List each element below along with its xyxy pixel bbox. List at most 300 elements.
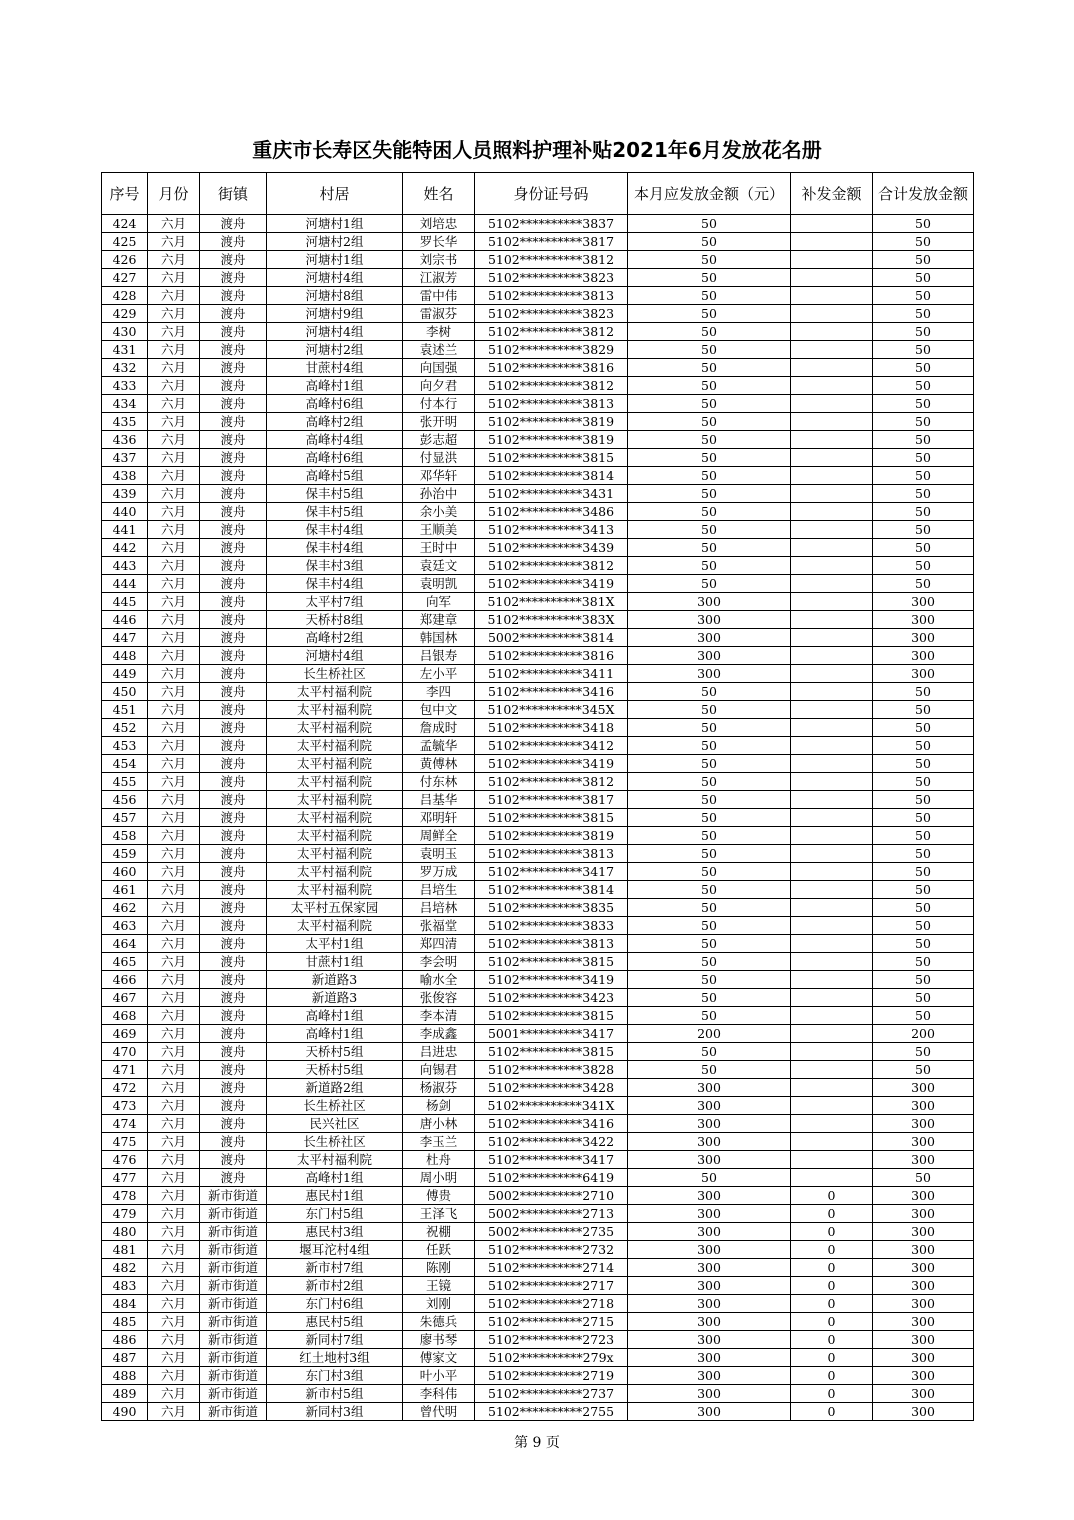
table-cell: 渡舟 (200, 503, 267, 521)
table-cell: 50 (873, 377, 974, 395)
table-cell: 477 (102, 1169, 148, 1187)
table-cell: 渡舟 (200, 287, 267, 305)
table-cell: 5102**********3819 (475, 431, 628, 449)
table-cell: 红土地村3组 (267, 1349, 403, 1367)
table-cell: 高峰村4组 (267, 431, 403, 449)
table-cell: 河塘村2组 (267, 341, 403, 359)
table-cell: 高峰村2组 (267, 629, 403, 647)
table-cell: 50 (628, 287, 791, 305)
table-cell: 刘培忠 (403, 215, 475, 233)
table-row (102, 431, 974, 449)
table-cell: 50 (628, 917, 791, 935)
table-cell: 200 (873, 1025, 974, 1043)
table-cell: 渡舟 (200, 719, 267, 737)
table-row (102, 611, 974, 629)
table-cell (791, 719, 873, 737)
table-cell: 474 (102, 1115, 148, 1133)
column-header: 姓名 (403, 173, 475, 215)
table-cell: 六月 (148, 827, 200, 845)
table-row (102, 1349, 974, 1367)
table-cell: 50 (873, 863, 974, 881)
table-cell: 六月 (148, 1259, 200, 1277)
table-cell: 堰耳沱村4组 (267, 1241, 403, 1259)
table-cell: 新市街道 (200, 1295, 267, 1313)
table-cell (791, 791, 873, 809)
table-cell: 李四 (403, 683, 475, 701)
table-cell: 5102**********6419 (475, 1169, 628, 1187)
table-cell: 5102**********3837 (475, 215, 628, 233)
table-header (102, 173, 974, 215)
table-cell (791, 773, 873, 791)
table-cell: 六月 (148, 413, 200, 431)
table-cell: 吕银寿 (403, 647, 475, 665)
table-cell: 六月 (148, 881, 200, 899)
table-cell: 六月 (148, 1025, 200, 1043)
table-cell: 50 (873, 413, 974, 431)
table-cell: 新市街道 (200, 1277, 267, 1295)
table-cell: 50 (873, 989, 974, 1007)
table-cell: 5102**********2737 (475, 1385, 628, 1403)
table-cell: 50 (628, 449, 791, 467)
table-cell: 傅家文 (403, 1349, 475, 1367)
table-cell: 5102**********381X (475, 593, 628, 611)
table-cell: 300 (628, 1313, 791, 1331)
table-cell: 六月 (148, 1313, 200, 1331)
table-cell: 六月 (148, 485, 200, 503)
table-cell: 渡舟 (200, 773, 267, 791)
table-cell: 吕基华 (403, 791, 475, 809)
table-row (102, 1025, 974, 1043)
table-cell: 六月 (148, 1187, 200, 1205)
table-cell: 5102**********2715 (475, 1313, 628, 1331)
table-cell (791, 917, 873, 935)
table-cell: 渡舟 (200, 323, 267, 341)
table-cell: 渡舟 (200, 1115, 267, 1133)
table-row (102, 215, 974, 233)
table-cell: 新道路3 (267, 971, 403, 989)
table-cell: 5102**********3815 (475, 1043, 628, 1061)
table-cell: 六月 (148, 665, 200, 683)
table-row (102, 899, 974, 917)
table-row (102, 323, 974, 341)
table-cell: 六月 (148, 719, 200, 737)
table-cell: 50 (873, 449, 974, 467)
table-cell: 渡舟 (200, 971, 267, 989)
table-cell (791, 1025, 873, 1043)
table-cell: 保丰村3组 (267, 557, 403, 575)
table-row (102, 503, 974, 521)
table-cell: 0 (791, 1385, 873, 1403)
table-cell: 太平村福利院 (267, 719, 403, 737)
table-cell: 300 (628, 1241, 791, 1259)
table-cell: 0 (791, 1187, 873, 1205)
table-cell: 渡舟 (200, 305, 267, 323)
table-cell: 50 (628, 503, 791, 521)
table-row (102, 629, 974, 647)
table-cell: 50 (873, 773, 974, 791)
table-cell: 0 (791, 1331, 873, 1349)
table-cell (791, 1151, 873, 1169)
table-row (102, 863, 974, 881)
table-cell: 50 (628, 791, 791, 809)
table-cell: 451 (102, 701, 148, 719)
table-cell: 483 (102, 1277, 148, 1295)
table-row (102, 845, 974, 863)
table-cell: 300 (628, 1205, 791, 1223)
table-cell (791, 467, 873, 485)
table-cell: 50 (628, 755, 791, 773)
table-cell: 渡舟 (200, 539, 267, 557)
table-cell: 456 (102, 791, 148, 809)
table-cell: 袁明凯 (403, 575, 475, 593)
table-cell: 渡舟 (200, 1169, 267, 1187)
table-cell: 甘蔗村1组 (267, 953, 403, 971)
table-cell: 渡舟 (200, 557, 267, 575)
table-cell: 六月 (148, 629, 200, 647)
column-header: 月份 (148, 173, 200, 215)
table-cell: 5002**********2710 (475, 1187, 628, 1205)
table-cell: 杜舟 (403, 1151, 475, 1169)
table-cell: 任跃 (403, 1241, 475, 1259)
table-cell: 490 (102, 1403, 148, 1421)
table-cell: 50 (628, 377, 791, 395)
table-cell: 5102**********3815 (475, 953, 628, 971)
table-row (102, 1097, 974, 1115)
table-cell: 河塘村2组 (267, 233, 403, 251)
table-cell: 孟毓华 (403, 737, 475, 755)
table-cell (791, 431, 873, 449)
table-cell: 50 (628, 251, 791, 269)
table-cell (791, 521, 873, 539)
table-cell: 渡舟 (200, 251, 267, 269)
table-cell: 太平村福利院 (267, 683, 403, 701)
table-cell: 300 (628, 665, 791, 683)
table-row (102, 971, 974, 989)
table-row (102, 1403, 974, 1421)
table-cell (791, 737, 873, 755)
table-cell: 5102**********3812 (475, 251, 628, 269)
table-cell: 太平村福利院 (267, 755, 403, 773)
table-cell: 5102**********3816 (475, 647, 628, 665)
table-cell: 张俊容 (403, 989, 475, 1007)
table-cell: 邓明轩 (403, 809, 475, 827)
table-cell: 5102**********3812 (475, 773, 628, 791)
table-cell: 六月 (148, 1367, 200, 1385)
table-cell: 新同村7组 (267, 1331, 403, 1349)
table-cell: 刘宗书 (403, 251, 475, 269)
table-cell: 5102**********345X (475, 701, 628, 719)
table-cell: 458 (102, 827, 148, 845)
table-cell: 50 (873, 305, 974, 323)
table-cell: 东门村5组 (267, 1205, 403, 1223)
table-cell: 渡舟 (200, 917, 267, 935)
table-cell (791, 503, 873, 521)
table-cell: 300 (873, 1205, 974, 1223)
table-cell: 5102**********3416 (475, 683, 628, 701)
table-row (102, 269, 974, 287)
table-cell (791, 251, 873, 269)
table-cell: 300 (628, 1097, 791, 1115)
table-cell: 六月 (148, 467, 200, 485)
table-cell: 300 (628, 629, 791, 647)
table-cell: 470 (102, 1043, 148, 1061)
table-cell: 50 (873, 269, 974, 287)
table-cell: 向国强 (403, 359, 475, 377)
table-cell: 50 (628, 953, 791, 971)
table-cell: 5102**********3419 (475, 575, 628, 593)
table-cell: 渡舟 (200, 395, 267, 413)
table-cell: 新市村7组 (267, 1259, 403, 1277)
table-cell: 渡舟 (200, 575, 267, 593)
table-cell: 5102**********3422 (475, 1133, 628, 1151)
table-cell: 300 (628, 1403, 791, 1421)
table-cell (791, 971, 873, 989)
table-cell (791, 1079, 873, 1097)
table-cell: 50 (873, 359, 974, 377)
table-cell: 新市村2组 (267, 1277, 403, 1295)
table-cell: 50 (873, 755, 974, 773)
table-cell: 邓华轩 (403, 467, 475, 485)
table-cell: 300 (873, 1331, 974, 1349)
table-cell: 300 (628, 1295, 791, 1313)
table-cell: 渡舟 (200, 1061, 267, 1079)
table-cell: 河塘村1组 (267, 251, 403, 269)
table-row (102, 377, 974, 395)
table-cell: 渡舟 (200, 377, 267, 395)
table-cell: 陈刚 (403, 1259, 475, 1277)
table-cell: 438 (102, 467, 148, 485)
table-cell: 惠民村5组 (267, 1313, 403, 1331)
table-cell: 50 (628, 701, 791, 719)
table-cell (791, 323, 873, 341)
table-cell: 六月 (148, 791, 200, 809)
table-cell: 太平村福利院 (267, 773, 403, 791)
table-cell: 463 (102, 917, 148, 935)
table-cell: 彭志超 (403, 431, 475, 449)
table-cell: 454 (102, 755, 148, 773)
table-cell: 渡舟 (200, 431, 267, 449)
table-row (102, 953, 974, 971)
table-row (102, 809, 974, 827)
table-cell: 50 (628, 431, 791, 449)
table-cell: 新市街道 (200, 1331, 267, 1349)
table-cell: 新同村3组 (267, 1403, 403, 1421)
table-cell: 426 (102, 251, 148, 269)
table-cell: 民兴社区 (267, 1115, 403, 1133)
column-header: 补发金额 (791, 173, 873, 215)
table-cell: 李玉兰 (403, 1133, 475, 1151)
table-cell: 300 (628, 1151, 791, 1169)
table-cell: 李会明 (403, 953, 475, 971)
table-cell: 渡舟 (200, 629, 267, 647)
table-row (102, 1115, 974, 1133)
table-cell: 六月 (148, 683, 200, 701)
table-cell: 50 (873, 719, 974, 737)
table-cell: 河塘村4组 (267, 323, 403, 341)
table-row (102, 485, 974, 503)
table-cell: 446 (102, 611, 148, 629)
table-cell: 452 (102, 719, 148, 737)
table-cell: 5002**********2713 (475, 1205, 628, 1223)
table-cell: 300 (873, 1151, 974, 1169)
table-cell: 六月 (148, 1205, 200, 1223)
table-row (102, 737, 974, 755)
table-cell: 5102**********2732 (475, 1241, 628, 1259)
table-cell: 周小明 (403, 1169, 475, 1187)
table-cell: 周鲜全 (403, 827, 475, 845)
table-cell: 李本清 (403, 1007, 475, 1025)
table-cell: 太平村1组 (267, 935, 403, 953)
table-cell: 300 (873, 1313, 974, 1331)
table-cell: 渡舟 (200, 989, 267, 1007)
table-cell: 罗长华 (403, 233, 475, 251)
table-cell (791, 701, 873, 719)
table-cell: 王顺美 (403, 521, 475, 539)
table-cell: 太平村福利院 (267, 701, 403, 719)
table-cell (791, 863, 873, 881)
table-cell: 东门村3组 (267, 1367, 403, 1385)
table-cell: 479 (102, 1205, 148, 1223)
table-cell: 300 (873, 1079, 974, 1097)
table-cell: 50 (628, 683, 791, 701)
table-cell: 孙治中 (403, 485, 475, 503)
table-cell: 300 (873, 1349, 974, 1367)
table-cell: 六月 (148, 377, 200, 395)
table-cell: 5102**********3819 (475, 827, 628, 845)
table-cell: 50 (628, 323, 791, 341)
table-cell (791, 827, 873, 845)
table-cell: 六月 (148, 215, 200, 233)
table-cell (791, 989, 873, 1007)
table-cell: 0 (791, 1403, 873, 1421)
table-cell: 高峰村1组 (267, 1169, 403, 1187)
table-cell: 475 (102, 1133, 148, 1151)
table-cell: 489 (102, 1385, 148, 1403)
table-cell: 457 (102, 809, 148, 827)
table-cell: 渡舟 (200, 809, 267, 827)
column-header: 身份证号码 (475, 173, 628, 215)
table-cell: 六月 (148, 341, 200, 359)
table-cell: 高峰村1组 (267, 1007, 403, 1025)
table-cell: 叶小平 (403, 1367, 475, 1385)
table-cell: 河塘村1组 (267, 215, 403, 233)
table-cell: 渡舟 (200, 701, 267, 719)
table-cell: 李科伟 (403, 1385, 475, 1403)
table-cell: 天桥村8组 (267, 611, 403, 629)
table-cell: 太平村五保家园 (267, 899, 403, 917)
table-cell: 向夕君 (403, 377, 475, 395)
table-cell: 袁明玉 (403, 845, 475, 863)
table-row (102, 647, 974, 665)
table-cell: 5102**********3813 (475, 287, 628, 305)
table-cell: 渡舟 (200, 863, 267, 881)
table-cell (791, 1115, 873, 1133)
table-cell: 5102**********3814 (475, 881, 628, 899)
table-cell: 50 (873, 341, 974, 359)
table-cell: 429 (102, 305, 148, 323)
table-cell: 50 (628, 575, 791, 593)
table-cell: 六月 (148, 521, 200, 539)
table-row (102, 791, 974, 809)
table-cell: 50 (628, 1061, 791, 1079)
table-cell (791, 215, 873, 233)
table-cell: 六月 (148, 917, 200, 935)
table-cell: 50 (628, 413, 791, 431)
table-cell: 渡舟 (200, 683, 267, 701)
table-row (102, 989, 974, 1007)
table-cell: 472 (102, 1079, 148, 1097)
table-cell: 300 (873, 1133, 974, 1151)
table-row (102, 1241, 974, 1259)
table-cell: 5102**********3814 (475, 467, 628, 485)
table-cell (791, 881, 873, 899)
table-cell: 5102**********3817 (475, 233, 628, 251)
table-row (102, 305, 974, 323)
table-cell: 50 (628, 1043, 791, 1061)
table-cell: 455 (102, 773, 148, 791)
table-cell: 300 (628, 1385, 791, 1403)
table-cell: 50 (628, 1007, 791, 1025)
table-cell: 460 (102, 863, 148, 881)
table-cell: 渡舟 (200, 413, 267, 431)
table-cell (791, 629, 873, 647)
table-cell: 祝棚 (403, 1223, 475, 1241)
table-cell: 河塘村4组 (267, 647, 403, 665)
table-row (102, 1277, 974, 1295)
table-cell: 430 (102, 323, 148, 341)
page-footer: 第 9 页 (514, 1435, 560, 1451)
table-cell (791, 611, 873, 629)
table-cell: 张福堂 (403, 917, 475, 935)
table-cell: 485 (102, 1313, 148, 1331)
table-cell: 5102**********3411 (475, 665, 628, 683)
table-cell: 50 (873, 737, 974, 755)
table-row (102, 917, 974, 935)
table-cell: 300 (628, 1079, 791, 1097)
table-cell: 朱德兵 (403, 1313, 475, 1331)
table-row (102, 359, 974, 377)
table-cell: 张开明 (403, 413, 475, 431)
table-cell: 渡舟 (200, 881, 267, 899)
table-cell: 0 (791, 1277, 873, 1295)
table-row (102, 1223, 974, 1241)
table-row (102, 1151, 974, 1169)
table-cell: 427 (102, 269, 148, 287)
table-cell: 450 (102, 683, 148, 701)
table-row (102, 1133, 974, 1151)
table-cell: 50 (628, 1169, 791, 1187)
table-cell: 渡舟 (200, 611, 267, 629)
table-cell: 六月 (148, 1385, 200, 1403)
table-cell: 廖书琴 (403, 1331, 475, 1349)
table-cell: 300 (873, 1223, 974, 1241)
table-cell: 50 (628, 863, 791, 881)
table-cell: 六月 (148, 845, 200, 863)
table-cell: 渡舟 (200, 1007, 267, 1025)
table-cell: 465 (102, 953, 148, 971)
table-cell: 六月 (148, 1403, 200, 1421)
table-cell: 50 (628, 899, 791, 917)
table-cell (791, 953, 873, 971)
table-cell: 六月 (148, 935, 200, 953)
table-cell: 5102**********3417 (475, 863, 628, 881)
table-cell: 50 (873, 827, 974, 845)
table-cell: 吕培生 (403, 881, 475, 899)
table-cell: 50 (873, 971, 974, 989)
table-cell: 50 (628, 485, 791, 503)
table-cell: 50 (873, 539, 974, 557)
table-cell: 484 (102, 1295, 148, 1313)
